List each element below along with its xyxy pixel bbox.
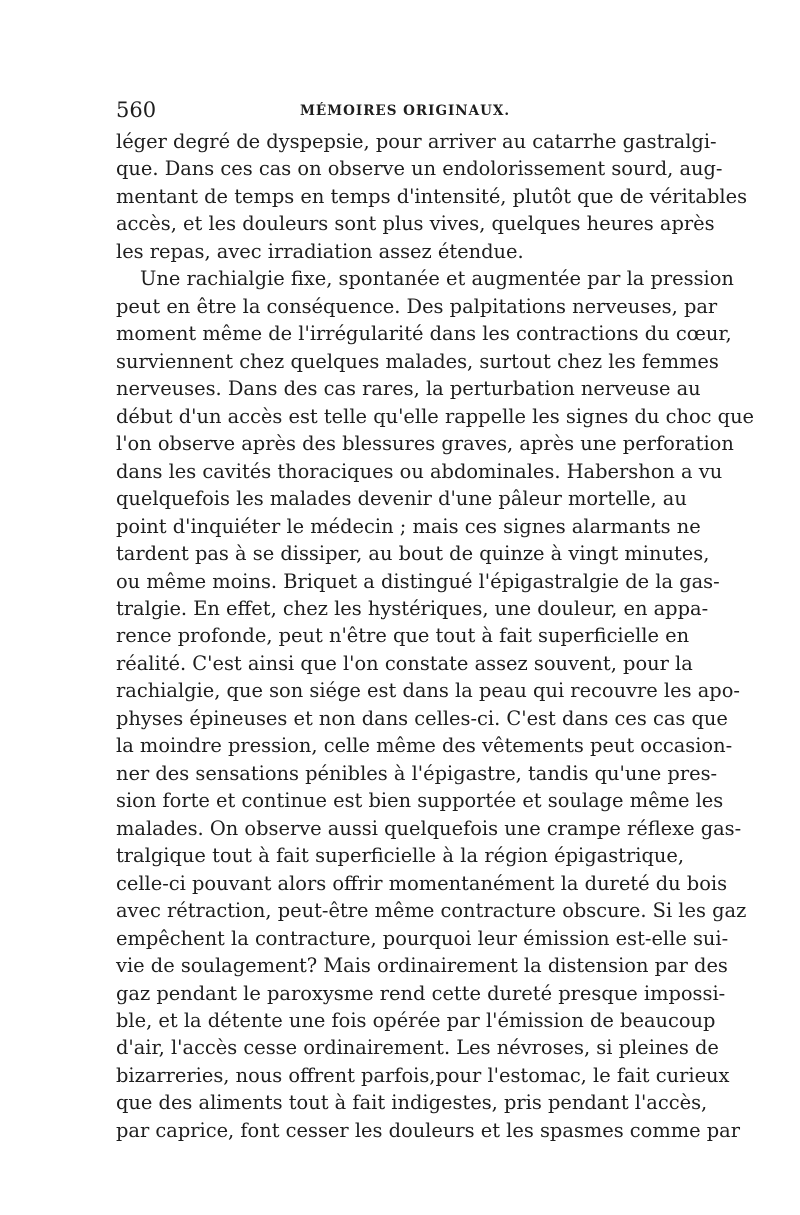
text-line: tardent pas à se dissiper, au bout de quinze à vingt minutes, <box>116 542 710 566</box>
text-line: surviennent chez quelques malades, surtout chez les femmes <box>116 349 719 373</box>
text-line: léger degré de dyspepsie, pour arriver au catarrhe gastralgi- <box>116 130 717 153</box>
text-line: Une rachialgie fixe, spontanée et augmentée par la pression <box>140 267 734 291</box>
text-line: peut en être la conséquence. Des palpitations nerveuses, par <box>116 294 718 318</box>
text-line: d'air, l'accès cesse ordinairement. Les névroses, si pleines de <box>116 1036 719 1060</box>
text-line: dans les cavités thoraciques ou abdominales. Habershon a vu <box>116 459 723 483</box>
text-line: quelquefois les malades devenir d'une pâleur mortelle, au <box>116 487 687 511</box>
text-line: début d'un accès est telle qu'elle rappelle les signes du choc que <box>116 404 755 428</box>
text-line: moment même de l'irrégularité dans les contractions du cœur, <box>116 322 732 346</box>
text-line: empêchent la contracture, pourquoi leur émission est-elle sui- <box>116 926 729 950</box>
text-line: gaz pendant le paroxysme rend cette dureté presque impossi- <box>116 981 726 1005</box>
text-line: point d'inquiéter le médecin ; mais ces signes alarmants ne <box>116 514 701 538</box>
text-line: rachialgie, que son siége est dans la peau qui recouvre les apo- <box>116 679 740 703</box>
text-line: par caprice, font cesser les douleurs et les spasmes comme par <box>116 1118 740 1142</box>
text-line: mentant de temps en temps d'intensité, plutôt que de véritables <box>116 184 748 208</box>
text-line: avec rétraction, peut-être même contracture obscure. Si les gaz <box>116 899 747 923</box>
running-head: MÉMOIRES ORIGINAUX. <box>299 103 511 119</box>
text-line: physes épineuses et non dans celles-ci. C'est dans ces cas que <box>116 706 728 730</box>
text-line: rence profonde, peut n'être que tout à fait superficielle en <box>116 624 690 648</box>
text-line: sion forte et continue est bien supportée et soulage même les <box>116 789 724 813</box>
text-line: l'on observe après des blessures graves, après une perforation <box>116 432 734 456</box>
text-line: que des aliments tout à fait indigestes, pris pendant l'accès, <box>116 1091 708 1115</box>
text-line: nerveuses. Dans des cas rares, la perturbation nerveuse au <box>116 377 701 401</box>
text-line: réalité. C'est ainsi que l'on constate assez souvent, pour la <box>116 651 693 675</box>
text-line: vie de soulagement? Mais ordinairement la distension par des <box>116 954 728 978</box>
text-line: les repas, avec irradiation assez étendue. <box>116 239 524 263</box>
body-text <box>116 128 755 1144</box>
page-number: 560 <box>116 98 157 122</box>
text-line: ou même moins. Briquet a distingué l'épigastralgie de la gas- <box>116 569 720 593</box>
text-line: ner des sensations pénibles à l'épigastre, tandis qu'une pres- <box>116 761 718 785</box>
text-line: celle-ci pouvant alors offrir momentanément la dureté du bois <box>116 871 728 895</box>
page-header <box>116 96 684 124</box>
text-line: ble, et la détente une fois opérée par l'émission de beaucoup <box>116 1009 716 1032</box>
text-line: tralgique tout à fait superficielle à la région épigastrique, <box>116 844 684 868</box>
text-line: tralgie. En effet, chez les hystériques, une douleur, en appa- <box>116 596 709 620</box>
text-line: que. Dans ces cas on observe un endolorissement sourd, aug- <box>116 157 723 181</box>
text-line: bizarreries, nous offrent parfois,pour l'estomac, le fait curieux <box>116 1063 730 1087</box>
text-line: accès, et les douleurs sont plus vives, quelques heures après <box>116 212 715 236</box>
text-line: la moindre pression, celle même des vêtements peut occasion- <box>116 734 733 758</box>
text-line: malades. On observe aussi quelquefois une crampe réflexe gas- <box>116 816 742 840</box>
